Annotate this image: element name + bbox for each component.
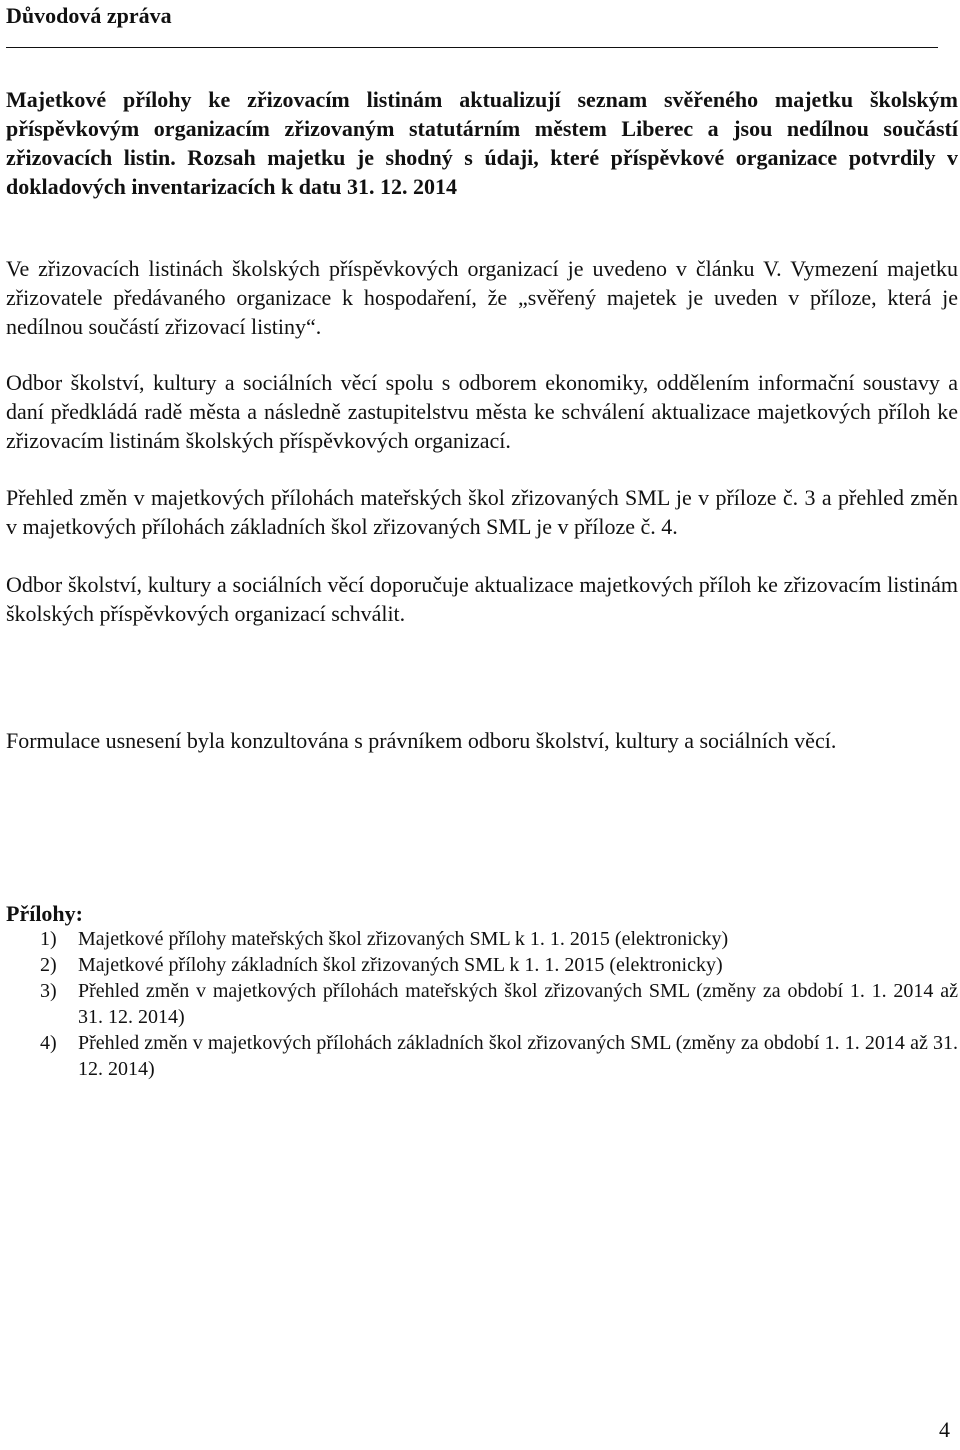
attachment-text: Majetkové přílohy základních škol zřizovaných SML k 1. 1. 2015 (elektronicky) [78,954,723,976]
attachment-number: 2) [40,954,57,976]
attachment-number: 3) [40,980,57,1002]
paragraph-legal-consultation: Formulace usnesení byla konzultována s právníkem odboru školství, kultury a sociálních věcí. [6,728,837,753]
attachments-heading: Přílohy: [6,901,83,926]
attachment-item [6,952,958,978]
attachment-item [6,1030,958,1082]
attachment-text: Přehled změn v majetkových přílohách mateřských škol zřizovaných SML (změny za období 1. 1. 2014 až 31. 12. 2014) [78,980,958,1028]
paragraph-recommendation: Odbor školství, kultury a sociálních věcí doporučuje aktualizace majetkových příloh ke zřizovacím listinám školských příspěvkových organizací schválit. [6,572,958,626]
attachment-text: Majetkové přílohy mateřských škol zřizovaných SML k 1. 1. 2015 (elektronicky) [78,928,729,950]
attachments-list [6,926,958,1082]
attachment-item [6,978,958,1030]
heading-underline-divider [6,47,938,48]
page-title: Důvodová zpráva [6,3,172,28]
attachment-text: Přehled změn v majetkových přílohách základních škol zřizovaných SML (změny za období 1. 1. 2014 až 31. 12. 2014) [78,1032,958,1080]
paragraph-changes-overview: Přehled změn v majetkových přílohách mateřských škol zřizovaných SML je v příloze č. 3 a přehled změn v majetkových přílohách základních škol zřizovaných SML je v příloze č. 4. [6,485,958,539]
attachment-number: 4) [40,1032,57,1054]
attachment-number: 1) [40,928,57,950]
attachment-item [6,926,958,952]
document-page [6,0,958,1450]
page-number: 4 [939,1417,950,1442]
paragraph-department-submission: Odbor školství, kultury a sociálních věcí spolu s odborem ekonomiky, oddělením informační soustavy a daní předkládá radě města a následně zastupitelstvu města ke schválení aktualizace majetkových příloh ke zřizovacím listinám školských příspěvkových organizací. [6,370,958,453]
paragraph-founding-documents: Ve zřizovacích listinách školských příspěvkových organizací je uvedeno v článku V. Vymezení majetku zřizovatele předávaného organizace k hospodaření, že „svěřený majetek je uveden v příloze, která je nedílnou součástí zřizovací listiny“. [6,256,958,339]
paragraph-property-attachments: Majetkové přílohy ke zřizovacím listinám aktualizují seznam svěřeného majetku školským příspěvkovým organizacím zřizovaným statutárním městem Liberec a jsou nedílnou součástí zřizovacích listin. Rozsah majetku je shodný s údaji, které příspěvkové organizace potvrdily v dokladových inventarizacích k datu 31. 12. 2014 [6,87,958,199]
